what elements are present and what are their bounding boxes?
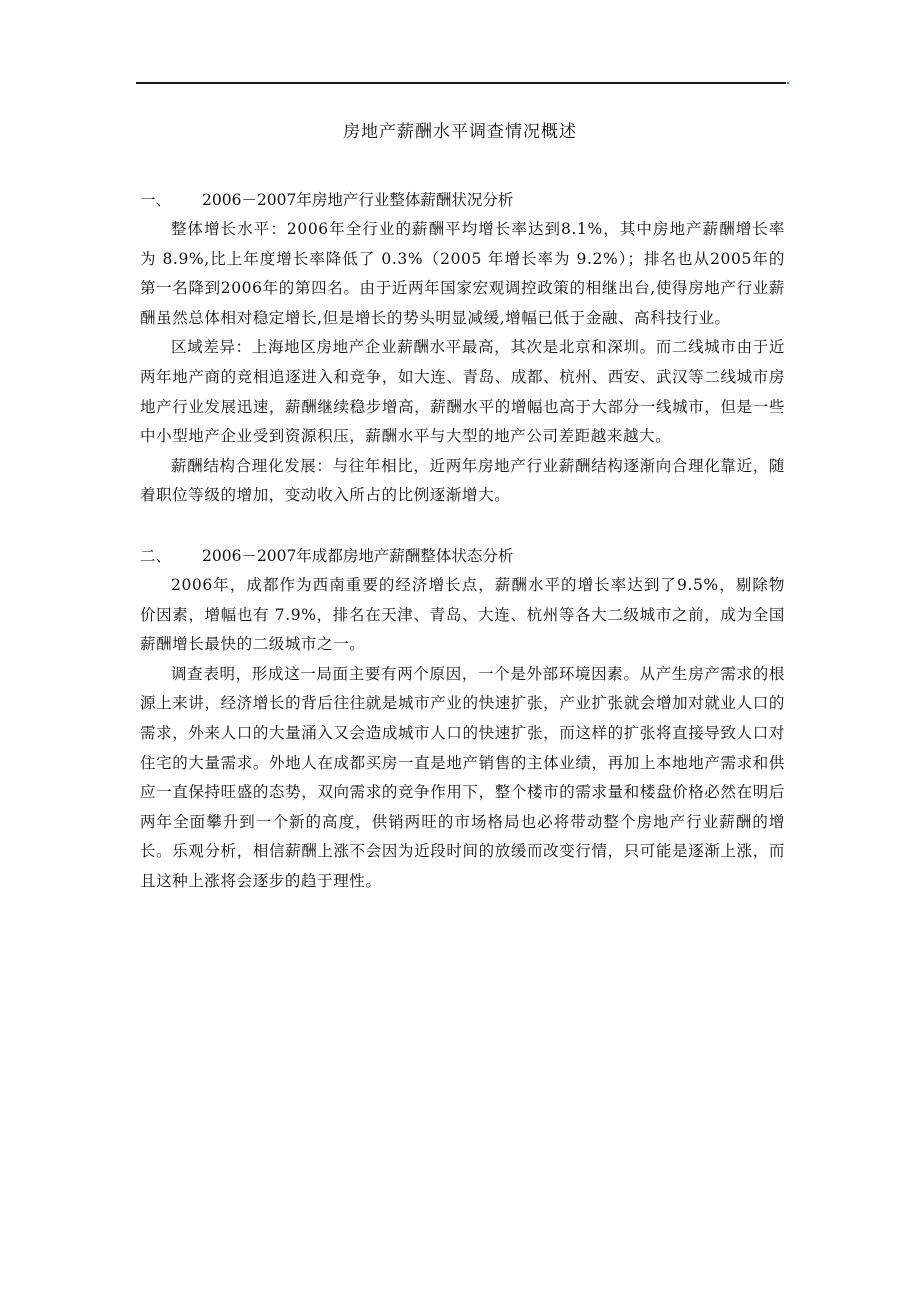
- section-heading-text: 2006－2007年房地产行业整体薪酬状况分析: [202, 191, 514, 209]
- section-number: 二、: [140, 546, 172, 565]
- paragraph: 整体增长水平：2006年全行业的薪酬平均增长率达到8.1%，其中房地产薪酬增长率为 8.9%,比上年度增长率降低了 0.3%（2005 年增长率为 9.2%）；排名也从2005年的第一名降到2006年的第四名。由于近两年国家宏观调控政策的相继出台,使得房地产行业薪酬虽然总体相对稳定增长,但是增长的势头明显减缓,增幅已低于金融、高科技行业。: [140, 220, 785, 327]
- paragraph: 薪酬结构合理化发展：与往年相比，近两年房地产行业薪酬结构逐渐向合理化靠近，随着职位等级的增加，变动收入所占的比例逐渐增大。: [140, 456, 785, 505]
- section-heading-1: [140, 185, 785, 215]
- paragraph: 区域差异：上海地区房地产企业薪酬水平最高，其次是北京和深圳。而二线城市由于近两年地产商的竞相追逐进入和竞争，如大连、青岛、成都、杭州、西安、武汉等二线城市房地产行业发展迅速，薪酬继续稳步增高，薪酬水平的增幅也高于大部分一线城市，但是一些中小型地产企业受到资源积压，薪酬水平与大型的地产公司差距越来越大。: [140, 338, 785, 446]
- paragraph: 调查表明，形成这一局面主要有两个原因，一个是外部环境因素。从产生房产需求的根源上来讲，经济增长的背后往往就是城市产业的快速扩张，产业扩张就会增加对就业人口的需求，外来人口的大量涌入又会造成城市人口的快速扩张，而这样的扩张将直接导致人口对住宅的大量需求。外地人在成都买房一直是地产销售的主体业绩，再加上本地地产需求和供应一直保持旺盛的态势，双向需求的竞争作用下，整个楼市的需求量和楼盘价格必然在明后两年全面攀升到一个新的高度，供销两旺的市场格局也必将带动整个房地产行业薪酬的增长。乐观分析，相信薪酬上涨不会因为近段时间的放缓而改变行情，只可能是逐渐上涨，而且这种上涨将会逐步的趋于理性。: [140, 664, 785, 890]
- section-heading-text: 2006－2007年成都房地产薪酬整体状态分析: [202, 546, 514, 565]
- paragraph: 2006年，成都作为西南重要的经济增长点，薪酬水平的增长率达到了9.5%，剔除物价因素，增幅也有 7.9%，排名在天津、青岛、大连、杭州等各大二级城市之前，成为全国薪酬增长最快的二级城市之一。: [140, 575, 785, 654]
- section-heading-2: [140, 541, 785, 571]
- document-title: 房地产薪酬水平调查情况概述: [343, 122, 577, 142]
- header-rule: [136, 82, 786, 84]
- document-body: [140, 185, 785, 896]
- section-number: 一、: [140, 191, 172, 209]
- section-spacer: [140, 511, 785, 541]
